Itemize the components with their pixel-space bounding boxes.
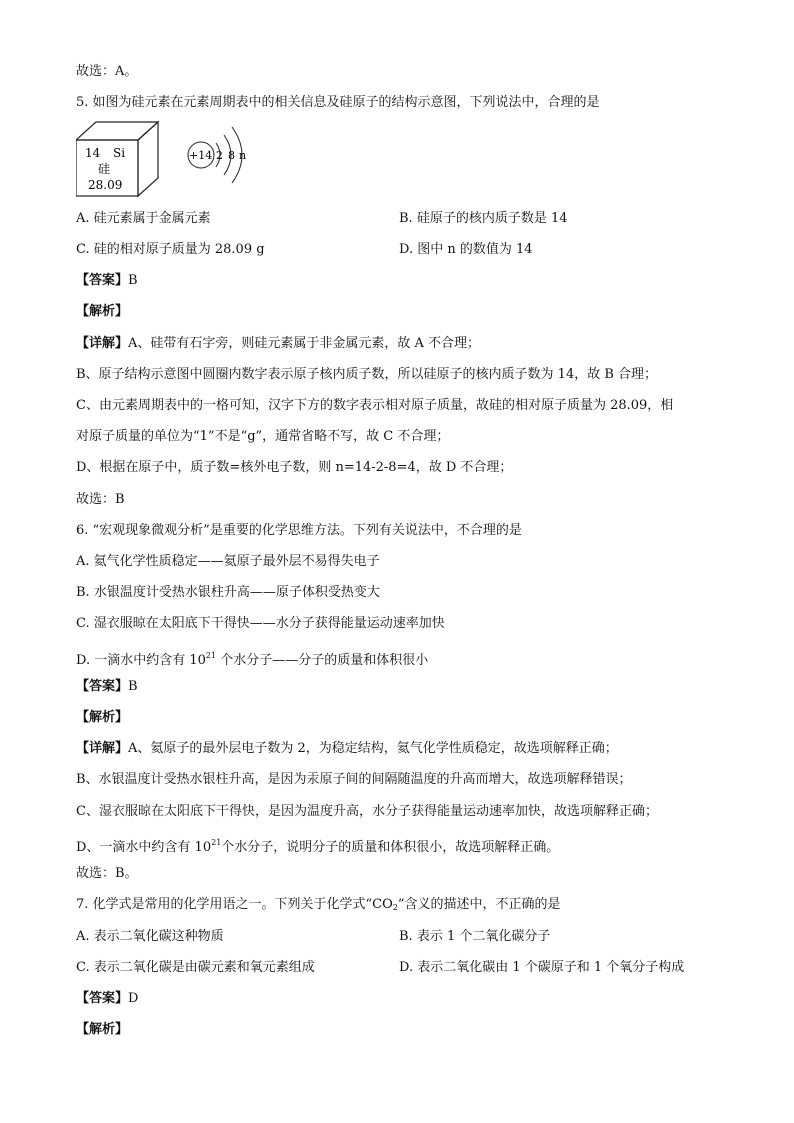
cell-side-face xyxy=(138,122,158,196)
q7-answer-tag: 【答案】 xyxy=(76,991,129,1006)
q6-option-d xyxy=(76,647,428,670)
q6-answer-tag: 【答案】 xyxy=(76,679,129,694)
q5-detail-c2: 对原子质量的单位为“1”不是“g”，通常省略不写，故 C 不合理； xyxy=(76,429,450,444)
q6-answer-value: B xyxy=(128,679,138,694)
q5-answer-value: B xyxy=(128,273,138,288)
q5-detail-a-text: A、硅带有石字旁，则硅元素属于非金属元素，故 A 不合理； xyxy=(128,336,481,351)
q7-stem-sub: 2 xyxy=(392,903,398,912)
q5-detail-a xyxy=(76,335,480,353)
q6-stem: 6. “宏观现象微观分析”是重要的化学思维方法。下列有关说法中，不合理的是 xyxy=(76,523,522,538)
q5-analysis-tag: 【解析】 xyxy=(76,304,129,319)
q5-option-c: C. 硅的相对原子质量为 28.09 g xyxy=(76,242,265,257)
q5-answer-tag: 【答案】 xyxy=(76,273,129,288)
q7-stem-post: ”含义的描述中，不正确的是 xyxy=(397,897,561,912)
shell-electrons-1: 2 xyxy=(216,149,223,162)
q6-conclusion: 故选：B。 xyxy=(76,866,138,881)
q7-option-d: D. 表示二氧化碳由 1 个碳原子和 1 个氧分子构成 xyxy=(399,960,685,975)
q6-option-d-exp: 21 xyxy=(205,651,217,660)
q7-answer xyxy=(76,990,138,1008)
q5-detail-b: B、原子结构示意图中圆圈内数字表示原子核内质子数，所以硅原子的核内质子数为 14，故 B 合理； xyxy=(76,367,658,382)
element-mass: 28.09 xyxy=(88,178,123,192)
q7-option-c: C. 表示二氧化碳是由碳元素和氧元素组成 xyxy=(76,960,315,975)
element-symbol: Si xyxy=(113,146,126,160)
q5-stem: 5. 如图为硅元素在元素周期表中的相关信息及硅原子的结构示意图，下列说法中，合理的是 xyxy=(76,95,600,110)
q6-detail-a xyxy=(76,740,618,758)
prev-conclusion: 故选：A。 xyxy=(76,64,138,79)
q5-detail-tag: 【详解】 xyxy=(76,336,129,351)
q5-detail-c1: C、由元素周期表中的一格可知，汉字下方的数字表示相对原子质量，故硅的相对原子质量为 28.09，相 xyxy=(76,398,674,413)
q6-detail-a-text: A、氦原子的最外层电子数为 2，为稳定结构，氦气化学性质稳定，故选项解释正确； xyxy=(128,741,618,756)
q6-detail-d xyxy=(76,834,559,857)
q6-option-c: C. 湿衣服晾在太阳底下干得快——水分子获得能量运动速率加快 xyxy=(76,616,445,631)
q5-option-b: B. 硅原子的核内质子数是 14 xyxy=(399,211,568,226)
q5-conclusion: 故选：B xyxy=(76,492,125,507)
q6-detail-b: B、水银温度计受热水银柱升高，是因为汞原子间的间隔随温度的升高而增大，故选项解释错误； xyxy=(76,772,632,787)
q6-option-d-post: 个水分子——分子的质量和体积很小 xyxy=(216,653,429,668)
nucleus-charge: +14 xyxy=(189,149,213,162)
q6-detail-d-pre: D、一滴水中约含有 10 xyxy=(76,840,212,855)
q7-answer-value: D xyxy=(128,991,139,1006)
q7-analysis-tag: 【解析】 xyxy=(76,1022,129,1037)
q6-detail-d-post: 个水分子，说明分子的质量和体积很小，故选项解释正确。 xyxy=(221,840,560,855)
shell-electrons-3: n xyxy=(239,149,247,162)
q6-analysis-tag: 【解析】 xyxy=(76,710,129,725)
q5-option-a: A. 硅元素属于金属元素 xyxy=(76,211,211,226)
silicon-diagram xyxy=(76,120,266,202)
q6-detail-c: C、湿衣服晾在太阳底下干得快，是因为温度升高，水分子获得能量运动速率加快，故选项解释正确； xyxy=(76,804,658,819)
q6-option-d-pre: D. 一滴水中约含有 10 xyxy=(76,653,206,668)
element-name: 硅 xyxy=(98,162,111,176)
q5-detail-d: D、根据在原子中，质子数=核外电子数，则 n=14-2-8=4，故 D 不合理； xyxy=(76,460,513,475)
cell-top-face xyxy=(76,122,158,140)
q5-figure xyxy=(76,120,266,202)
shell-electrons-2: 8 xyxy=(228,149,235,162)
q5-answer xyxy=(76,272,138,290)
element-number: 14 xyxy=(85,146,101,160)
q7-option-b: B. 表示 1 个二氧化碳分子 xyxy=(399,929,551,944)
q6-answer xyxy=(76,678,138,696)
q6-detail-tag: 【详解】 xyxy=(76,741,129,756)
q7-stem xyxy=(76,896,561,917)
q6-detail-d-exp: 21 xyxy=(211,838,222,847)
q7-option-a: A. 表示二氧化碳这种物质 xyxy=(76,929,224,944)
q7-stem-pre: 7. 化学式是常用的化学用语之一。下列关于化学式“CO xyxy=(76,897,393,912)
q6-option-b: B. 水银温度计受热水银柱升高——原子体积受热变大 xyxy=(76,585,380,600)
q5-option-d: D. 图中 n 的数值为 14 xyxy=(399,242,533,257)
q6-option-a: A. 氦气化学性质稳定——氦原子最外层不易得失电子 xyxy=(76,554,380,569)
